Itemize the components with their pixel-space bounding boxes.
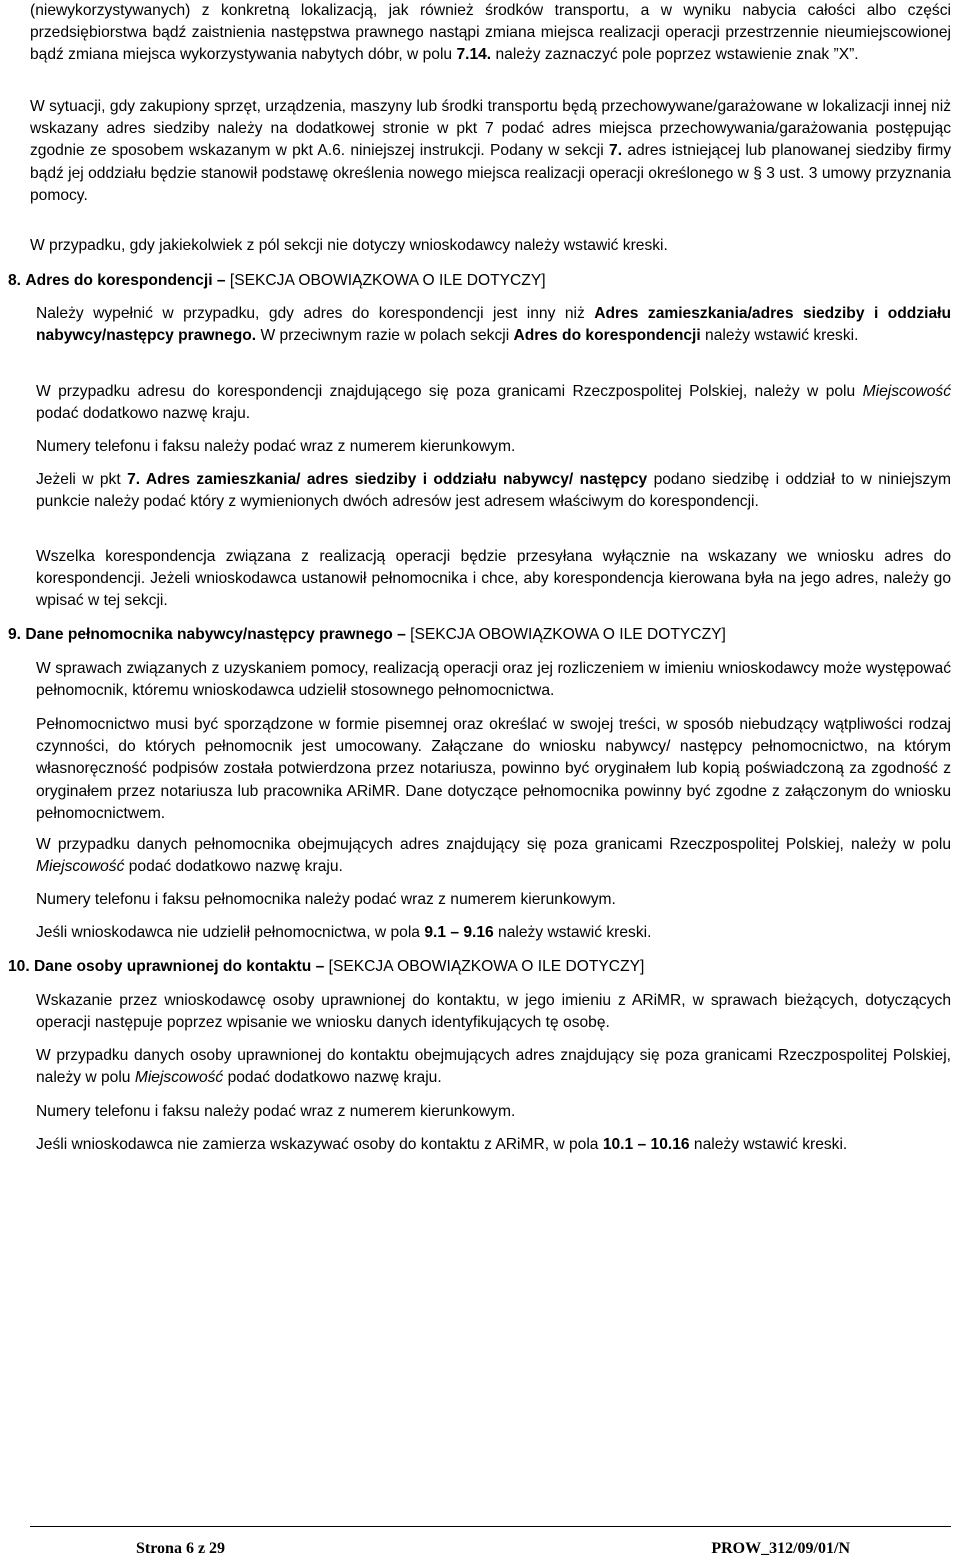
field-ref: 7. xyxy=(609,142,623,160)
section-8-p2: W przypadku adresu do korespondencji znajdującego się poza granicami Rzeczpospolitej Polskiej, należy w polu Miejscowość podać dodatkowo nazwę kraju. xyxy=(36,383,951,423)
page-number: Strona 6 z 29 xyxy=(136,1540,226,1557)
section-10-heading: 10. Dane osoby uprawnionej do kontaktu – [SEKCJA OBOWIĄZKOWA O ILE DOTYCZY] xyxy=(8,958,645,975)
section-9-p4: Numery telefonu i faksu pełnomocnika należy podać wraz z numerem kierunkowym. xyxy=(36,891,616,908)
section-9-p1: W sprawach związanych z uzyskaniem pomocy, realizacją operacji oraz jej rozliczeniem w imieniu wnioskodawcy może występować pełnomocnik, któremu wnioskodawca udzielił stosownego pełnomocnictwa. xyxy=(36,660,951,700)
paragraph-storage: W sytuacji, gdy zakupiony sprzęt, urządzenia, maszyny lub środki transportu będą przechowywane/garażowane w lokalizacji innej niż wskazany adres siedziby należy na dodatkowej stronie w pkt 7 podać adres miejsca przechowywania/garażowania postępując zgodnie ze sposobem wskazanym w pkt A.6. niniejszej instrukcji. Podany w sekcji 7. adres istniejącej lub planowanej siedziby firmy bądź jej oddziału będzie stanowił podstawę określenia nowego miejsca realizacji operacji określonego w § 3 ust. 3 umowy przyznania pomocy. xyxy=(30,98,951,204)
section-10-p2: W przypadku danych osoby uprawnionej do kontaktu obejmujących adres znajdujący się poza granicami Rzeczpospolitej Polskiej, należy w polu Miejscowość podać dodatkowo nazwę kraju. xyxy=(36,1047,951,1087)
section-8-heading: 8. Adres do korespondencji – [SEKCJA OBOWIĄZKOWA O ILE DOTYCZY] xyxy=(8,272,546,289)
paragraph-intro: (niewykorzystywanych) z konkretną lokalizacją, jak również środków transportu, a w wyniku nabycia całości albo części przedsiębiorstwa bądź zaistnienia następstwa prawnego nastąpi zmiana miejsca realizacji operacji przestrzennie nieumiejscowionej bądź zmiana miejsca wykorzystywania nabytych dóbr, w polu 7.14. należy zaznaczyć pole poprzez wstawienie znak ”X”. xyxy=(30,2,951,64)
footer-divider xyxy=(30,1526,951,1527)
section-8-p3: Numery telefonu i faksu należy podać wraz z numerem kierunkowym. xyxy=(36,438,516,455)
section-10-p1: Wskazanie przez wnioskodawcę osoby uprawnionej do kontaktu, w jego imieniu z ARiMR, w sprawach bieżących, dotyczących operacji następuje poprzez wpisanie we wniosku danych identyfikujących tę osobę. xyxy=(36,992,951,1032)
section-9-p2: Pełnomocnictwo musi być sporządzone w formie pisemnej oraz określać w swojej treści, w sposób niebudzący wątpliwości rodzaj czynności, do których pełnomocnik jest umocowany. Załączane do wniosku nabywcy/ następcy pełnomocnictwo, na którym własnoręczność podpisów została potwierdzona przez notariusza, powinno być oryginałem lub kopią poświadczoną za zgodność z oryginałem przez notariusza lub pracownika ARiMR. Dane dotyczące pełnomocnika powinny być zgodne z załączonym do wniosku pełnomocnictwem. xyxy=(36,716,951,822)
paragraph-dashes: W przypadku, gdy jakiekolwiek z pól sekcji nie dotyczy wnioskodawcy należy wstawić kreski. xyxy=(30,237,668,254)
section-8-p5: Wszelka korespondencja związana z realizacją operacji będzie przesyłana wyłącznie na wskazany we wniosku adres do korespondencji. Jeżeli wnioskodawca ustanowił pełnomocnika i chce, aby korespondencja kierowana była na jego adres, należy go wpisać w tej sekcji. xyxy=(36,548,951,610)
section-9-p3: W przypadku danych pełnomocnika obejmujących adres znajdujący się poza granicami Rzeczpospolitej Polskiej, należy w polu Miejscowość podać dodatkowo nazwę kraju. xyxy=(36,836,951,876)
section-9-p5: Jeśli wnioskodawca nie udzielił pełnomocnictwa, w pola 9.1 – 9.16 należy wstawić kreski. xyxy=(36,924,652,941)
section-10-p3: Numery telefonu i faksu należy podać wraz z numerem kierunkowym. xyxy=(36,1103,516,1120)
section-8-p1: Należy wypełnić w przypadku, gdy adres do korespondencji jest inny niż Adres zamieszkania/adres siedziby i oddziału nabywcy/następcy prawnego. W przeciwnym razie w polach sekcji Adres do korespondencji należy wstawić kreski. xyxy=(36,305,951,345)
section-10-p4: Jeśli wnioskodawca nie zamierza wskazywać osoby do kontaktu z ARiMR, w pola 10.1 – 10.16 należy wstawić kreski. xyxy=(36,1136,848,1153)
section-8-p4: Jeżeli w pkt 7. Adres zamieszkania/ adres siedziby i oddziału nabywcy/ następcy podano siedzibę i oddział to w niniejszym punkcie należy podać który z wymienionych dwóch adresów jest adresem właściwym do korespondencji. xyxy=(36,471,951,511)
field-ref: 7.14. xyxy=(456,46,492,64)
document-code: PROW_312/09/01/N xyxy=(711,1540,850,1557)
section-9-heading: 9. Dane pełnomocnika nabywcy/następcy prawnego – [SEKCJA OBOWIĄZKOWA O ILE DOTYCZY] xyxy=(8,626,726,643)
